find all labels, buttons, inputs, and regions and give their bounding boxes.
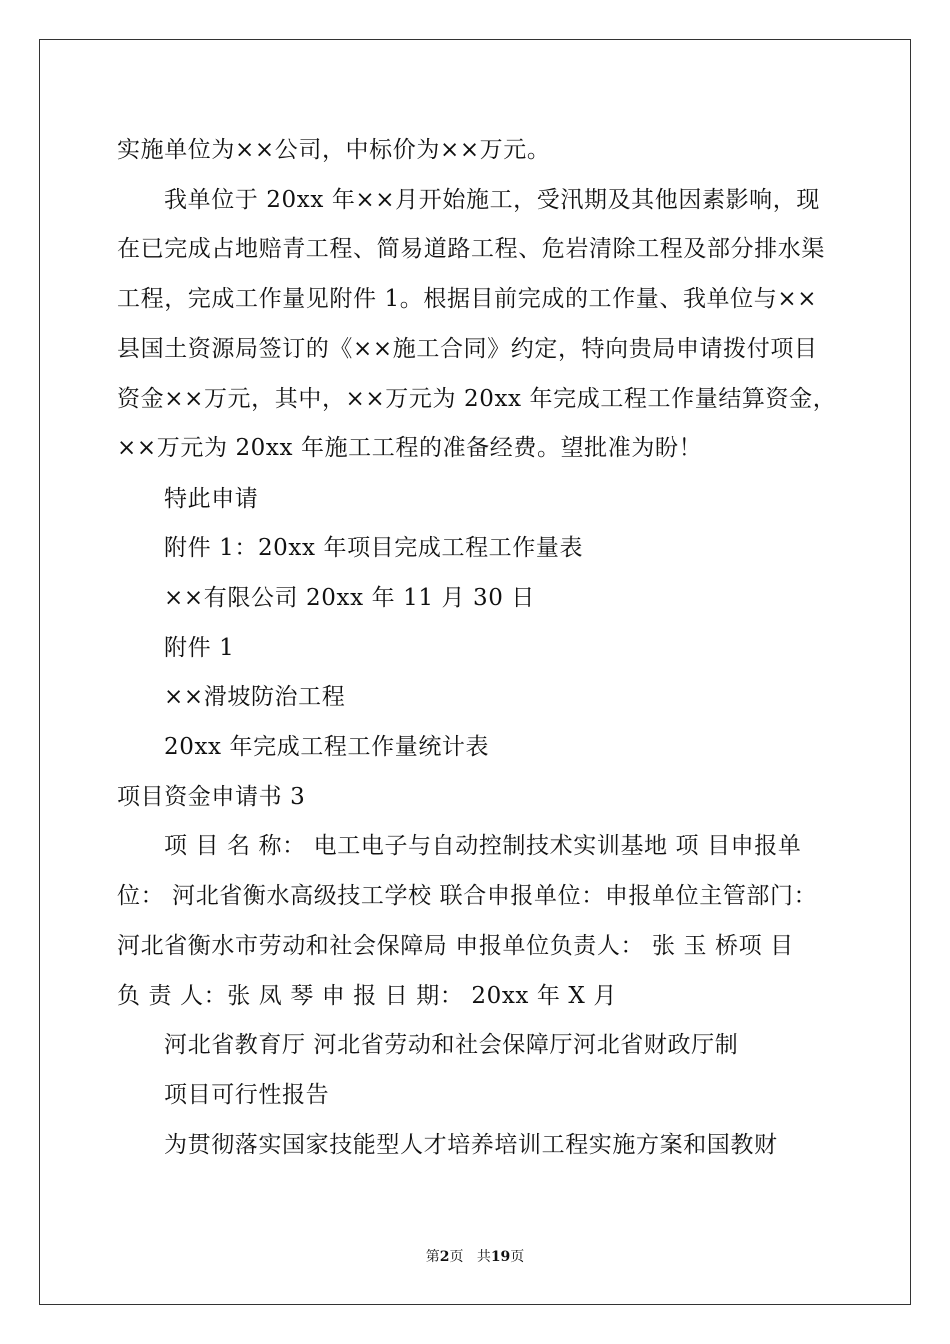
section-heading: 项目资金申请书 3 bbox=[117, 784, 306, 810]
page-border bbox=[39, 39, 911, 1305]
footer-page-unit: 页 bbox=[449, 1249, 464, 1265]
paragraph-line: 河北省衡水市劳动和社会保障局 申报单位负责人： 张 玉 桥项 目 bbox=[117, 933, 794, 959]
paragraph-line: ××万元为 20xx 年施工工程的准备经费。望批准为盼！ bbox=[117, 435, 703, 461]
footer-total-unit: 页 bbox=[510, 1249, 525, 1265]
subsection-heading: 项目可行性报告 bbox=[164, 1082, 330, 1108]
attachment-label: 附件 1 bbox=[164, 635, 235, 661]
page-footer bbox=[0, 1246, 950, 1266]
paragraph-line: 在已完成占地赔青工程、简易道路工程、危岩清除工程及部分排水渠 bbox=[117, 236, 825, 262]
paragraph-line: 我单位于 20xx 年××月开始施工，受汛期及其他因素影响，现 bbox=[164, 187, 820, 213]
footer-total-prefix: 共 bbox=[476, 1249, 491, 1265]
paragraph-line: 为贯彻落实国家技能型人才培养培训工程实施方案和国教财 bbox=[164, 1132, 778, 1158]
attachment-note: 附件 1：20xx 年项目完成工程工作量表 bbox=[164, 535, 584, 561]
issuer-line: 河北省教育厅 河北省劳动和社会保障厅河北省财政厅制 bbox=[164, 1032, 739, 1058]
project-name: ××滑坡防治工程 bbox=[164, 684, 346, 710]
paragraph-line: 实施单位为××公司，中标价为××万元。 bbox=[117, 137, 551, 163]
signature-date: ××有限公司 20xx 年 11 月 30 日 bbox=[164, 585, 535, 611]
table-title: 20xx 年完成工程工作量统计表 bbox=[164, 734, 490, 760]
footer-total-number: 19 bbox=[490, 1249, 511, 1265]
footer-page-prefix: 第 bbox=[425, 1249, 440, 1265]
closing-text: 特此申请 bbox=[164, 486, 259, 512]
paragraph-line: 资金××万元，其中，××万元为 20xx 年完成工程工作量结算资金， bbox=[117, 386, 837, 412]
paragraph-line: 位： 河北省衡水高级技工学校 联合申报单位：申报单位主管部门： bbox=[117, 883, 818, 909]
paragraph-line: 负 责 人：张 凤 琴 申 报 日 期： 20xx 年 X 月 bbox=[117, 983, 617, 1009]
paragraph-line: 工程，完成工作量见附件 1。根据目前完成的工作量、我单位与×× bbox=[117, 286, 818, 312]
paragraph-line: 项 目 名 称： 电工电子与自动控制技术实训基地 项 目申报单 bbox=[164, 833, 802, 859]
paragraph-line: 县国土资源局签订的《××施工合同》约定，特向贵局申请拨付项目 bbox=[117, 336, 818, 362]
footer-page-number: 2 bbox=[439, 1249, 450, 1265]
